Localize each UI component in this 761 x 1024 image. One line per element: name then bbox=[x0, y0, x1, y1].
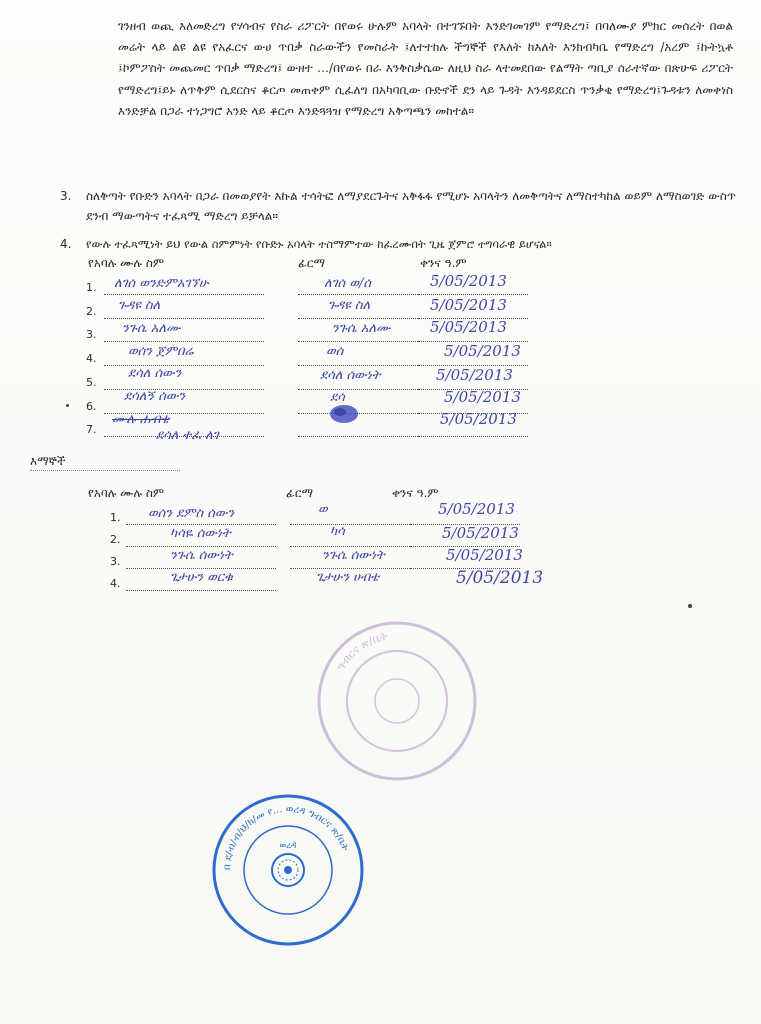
witness-name: ወሰን ደምስ ሰውን bbox=[148, 506, 235, 521]
clause-text: የውሉ ተፈጻሚነት ይህ የውል ስምምነት የቡድኑ አባላት ተስማምተው ከፈረሙበት ጊዜ ጀምሮ ተግባራዊ ይሆናል። bbox=[86, 237, 552, 251]
witness-signature: ንጉሴ ሰውነት bbox=[322, 548, 385, 563]
row-number: 2. bbox=[110, 533, 121, 546]
member-signature: ደሳለ ሰውነት bbox=[320, 368, 381, 383]
body-paragraph: ገንዘብ ወጪ እለመድረግ የሃሳብና የስራ ሪፖርት በየወሩ ሁሉም አባላት በተገኙበት እንድገመገም የማድረግ፤ በባለሙያ ምክር መሰረት በወል መሬት ላይ ልዩ ልዩ የአፈርና ውሀ ጥበቃ ስራውችን የመስራት ፤ለተተከሉ ችግኞች የእለት ከእለት እንክብካቤ የማድረግ /አረም ፤ኩትኳቶ ፤ኮምፖስት መጨመር ጥበቃ ማድረግ፤ ውዘተ …/በየወሩ በራ እንቅስቃሴው ለዚህ ስራ ላተመደበው የልማት ጣቢያ ሰራተኛው በጽሁፍ ሪፖርት የማድረግ፤ይኑ ለጥቅም ሲደርስና ቆርጦ መጠቀም ሲፈለግ በአካባቢው ቡድኖች ደን ላይ ጉዳት እንዳይደርስ ጥንቃቄ የማድረግ፤ጉዳቱን ለመቀነስ እንድቻል በጋራ ተነጋግሮ አንድ ላይ ቆርጦ እንድጓጓዝ የማድረግ አቅጣጫን መከተል። bbox=[118, 19, 733, 118]
witnesses-title: እማኞች bbox=[30, 454, 66, 468]
member-date: 5/05/2013 bbox=[444, 388, 521, 406]
clause-text: ስለቅጣት የቡድን አባላት በጋራ በመወያየት እኩል ተሳትፎ ለማያደርጉትና አቅፋፋ የሚሆኑ አባላትን ለመቅጣትና ለማስተካከል ወይም ለማስወገድ ውስጥ ደንብ ማውጣትና ተፈጻሚ ማድረግ ይቻላል። bbox=[86, 189, 736, 223]
member-date: 5/05/2013 bbox=[430, 272, 507, 290]
member-signature: ንጉሴ አለሙ bbox=[332, 321, 391, 336]
signature-line bbox=[298, 341, 418, 342]
clause-number: 4. bbox=[60, 237, 72, 251]
member-name: ንጉሴ አለሙ bbox=[122, 321, 181, 336]
date-line bbox=[418, 294, 528, 295]
member-signature: ወሰ bbox=[326, 344, 344, 359]
member-date: 5/05/2013 bbox=[444, 342, 521, 360]
signature-line bbox=[290, 524, 410, 525]
row-number: 4. bbox=[110, 577, 121, 590]
witnesses-header-name: የአባሉ ሙሉ ስም bbox=[88, 486, 165, 500]
witness-name: ካሳዬ ሰውነት bbox=[170, 526, 231, 541]
witness-name: ጌታሁን ወርቁ bbox=[170, 570, 233, 585]
row-number: 1. bbox=[86, 281, 97, 294]
witness-signature: ካሳ bbox=[330, 524, 345, 539]
member-name: ደሳለኝ ሰውን bbox=[124, 389, 186, 404]
row-number: 3. bbox=[110, 555, 121, 568]
clause-number: 3. bbox=[60, 189, 72, 203]
member-date: 5/05/2013 bbox=[440, 410, 517, 428]
witness-signature: ወ bbox=[318, 502, 328, 517]
signature-line bbox=[290, 568, 410, 569]
row-number: 4. bbox=[86, 352, 97, 365]
row-number: 7. bbox=[86, 423, 97, 436]
purple-stamp bbox=[312, 616, 482, 786]
blue-stamp bbox=[208, 790, 368, 950]
name-line bbox=[104, 294, 264, 295]
witness-date: 5/05/2013 bbox=[442, 524, 519, 542]
name-line bbox=[126, 546, 276, 547]
witnesses-header-date: ቀንና ዓ.ም bbox=[392, 486, 439, 500]
witness-date: 5/05/2013 bbox=[456, 568, 544, 588]
date-line bbox=[418, 436, 528, 437]
witnesses-title-underline bbox=[30, 470, 180, 471]
name-line bbox=[104, 341, 264, 342]
row-number: 3. bbox=[86, 328, 97, 341]
signature-line bbox=[290, 546, 410, 547]
row-number: 1. bbox=[110, 511, 121, 524]
witness-date: 5/05/2013 bbox=[438, 500, 515, 518]
row-number: 5. bbox=[86, 376, 97, 389]
row-number: 6. bbox=[86, 400, 97, 413]
witness-signature: ጌታሁን ሀብቴ bbox=[316, 570, 380, 585]
member-name: ለገሰ ወንድምአገኘሁ bbox=[114, 276, 209, 291]
member-date: 5/05/2013 bbox=[430, 318, 507, 336]
witnesses-header-signature: ፊርማ bbox=[286, 486, 314, 500]
name-line bbox=[126, 524, 276, 525]
purple-stamp-text: ግብርና ጽ/ቤት bbox=[334, 629, 389, 673]
member-name: ሙሉ ሐብቴ bbox=[112, 412, 170, 427]
blue-stamp-inner-text: ወረዳ bbox=[279, 841, 297, 851]
signature-line bbox=[298, 294, 418, 295]
name-line bbox=[104, 318, 264, 319]
member-name: ደሳለ ሰውን bbox=[128, 366, 182, 381]
blue-stamp-outer-text: በ ደ/ብ/ብ/ህ/ክ/መ የ... ወረዳ ግብርና ጽ/ቤት bbox=[221, 803, 351, 871]
ink-speck bbox=[66, 404, 69, 407]
member-signature: ደሳ bbox=[330, 390, 345, 405]
member-signature: ጉዳዩ ስለ bbox=[328, 298, 371, 313]
signature-line bbox=[298, 389, 418, 390]
ink-speck bbox=[688, 604, 692, 608]
clause-3 bbox=[60, 186, 740, 226]
member-date: 5/05/2013 bbox=[430, 296, 507, 314]
member-name: ጉዳዩ ስለ bbox=[118, 298, 161, 313]
members-header-signature: ፊርማ bbox=[298, 256, 326, 270]
members-header-name: የአባሉ ሙሉ ስም bbox=[88, 256, 165, 270]
row-number: 2. bbox=[86, 305, 97, 318]
clause-4 bbox=[60, 234, 740, 254]
name-line bbox=[126, 590, 276, 591]
ink-smudge bbox=[326, 402, 362, 426]
extra-member-name: ደሳለ ተፈ ለገ bbox=[156, 428, 219, 443]
member-signature: ለገሰ ወ/ሰ bbox=[324, 276, 372, 291]
member-name: ወሰን ጀምበሬ bbox=[128, 344, 194, 359]
signature-line bbox=[298, 365, 418, 366]
members-header-date: ቀንና ዓ.ም bbox=[420, 256, 467, 270]
witness-date: 5/05/2013 bbox=[446, 546, 523, 564]
witness-name: ንጉሴ ሰውነት bbox=[170, 548, 233, 563]
signature-line bbox=[298, 436, 418, 437]
name-line bbox=[126, 568, 276, 569]
signature-line bbox=[298, 318, 418, 319]
member-date: 5/05/2013 bbox=[436, 366, 513, 384]
